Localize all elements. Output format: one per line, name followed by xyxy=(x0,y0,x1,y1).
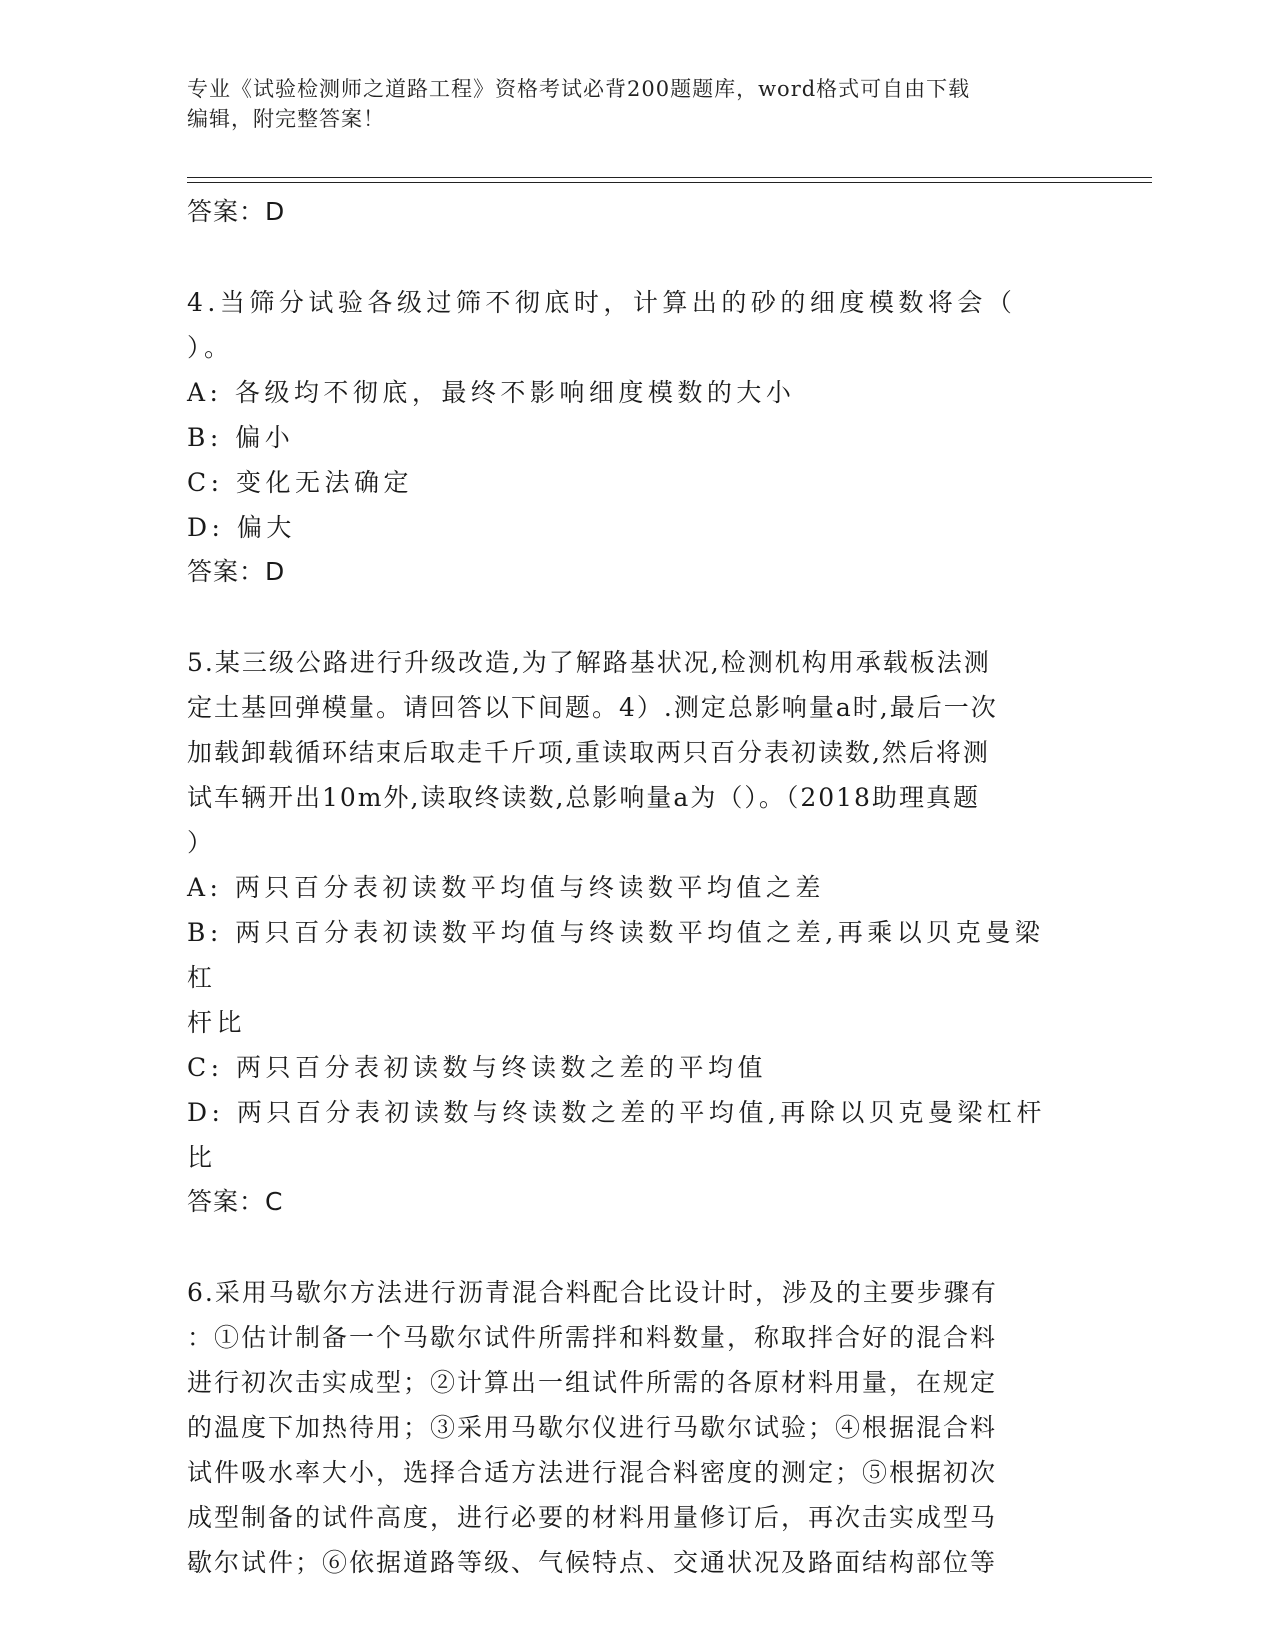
header-divider-bottom xyxy=(187,182,1152,183)
question-5-option-c: C: 两只百分表初读数与终读数之差的平均值 xyxy=(187,1053,767,1082)
question-5-answer: 答案：C xyxy=(187,1187,284,1216)
question-6 xyxy=(187,1270,1067,1585)
question-6-stem-line-6: 成型制备的试件高度，进行必要的材料用量修订后，再次击实成型马 xyxy=(187,1503,998,1532)
header-line-1: 专业《试验检测师之道路工程》资格考试必背200题题库，word格式可自由下载 xyxy=(187,77,971,101)
question-4-option-c: C: 变化无法确定 xyxy=(187,468,413,497)
spacer xyxy=(187,234,1067,280)
question-6-stem-line-5: 试件吸水率大小，选择合适方法进行混合料密度的测定；⑤根据初次 xyxy=(187,1458,998,1487)
question-5 xyxy=(187,640,1067,1224)
question-4-answer: 答案：D xyxy=(187,557,286,586)
question-6-stem-line-3: 进行初次击实成型；②计算出一组试件所需的各原材料用量，在规定 xyxy=(187,1368,998,1397)
spacer xyxy=(187,1224,1067,1270)
question-5-stem-line-5: ） xyxy=(187,828,215,857)
question-5-stem-line-1: 5.某三级公路进行升级改造,为了解路基状况,检测机构用承载板法测 xyxy=(187,648,991,677)
question-5-stem-line-2: 定土基回弹模量。请回答以下间题。4）.测定总影响量a时,最后一次 xyxy=(187,693,998,722)
question-4-option-a: A: 各级均不彻底，最终不影响细度模数的大小 xyxy=(187,378,796,407)
question-5-option-b-line-2: 杆比 xyxy=(187,1008,247,1037)
question-5-option-b-line-1: B: 两只百分表初读数平均值与终读数平均值之差,再乘以贝克曼梁杠 xyxy=(187,918,1045,992)
question-6-stem-line-2: ：①估计制备一个马歇尔试件所需拌和料数量，称取拌合好的混合料 xyxy=(187,1323,998,1352)
page-header xyxy=(187,74,1067,134)
document-body xyxy=(187,190,1067,1585)
header-divider-top xyxy=(187,177,1152,178)
question-5-option-a: A: 两只百分表初读数平均值与终读数平均值之差 xyxy=(187,873,825,902)
question-6-stem-line-7: 歇尔试件；⑥依据道路等级、气候特点、交通状况及路面结构部位等 xyxy=(187,1548,998,1577)
question-4-option-d: D: 偏大 xyxy=(187,513,296,542)
question-4-stem: 4.当筛分试验各级过筛不彻底时，计算出的砂的细度模数将会（ ）。 xyxy=(187,288,1017,362)
question-5-stem-line-4: 试车辆开出10m外,读取终读数,总影响量a为（）。（2018助理真题 xyxy=(187,783,980,812)
question-5-option-d: D: 两只百分表初读数与终读数之差的平均值,再除以贝克曼梁杠杆比 xyxy=(187,1098,1046,1172)
question-6-stem-line-1: 6.采用马歇尔方法进行沥青混合料配合比设计时，涉及的主要步骤有 xyxy=(187,1278,998,1307)
spacer xyxy=(187,594,1067,640)
question-4 xyxy=(187,280,1067,594)
question-4-option-b: B: 偏小 xyxy=(187,423,295,452)
header-line-2: 编辑，附完整答案！ xyxy=(187,107,385,131)
answer-previous-question: 答案：D xyxy=(187,197,286,226)
question-5-stem-line-3: 加载卸载循环结束后取走千斤项,重读取两只百分表初读数,然后将测 xyxy=(187,738,990,767)
question-6-stem-line-4: 的温度下加热待用；③采用马歇尔仪进行马歇尔试验；④根据混合料 xyxy=(187,1413,998,1442)
